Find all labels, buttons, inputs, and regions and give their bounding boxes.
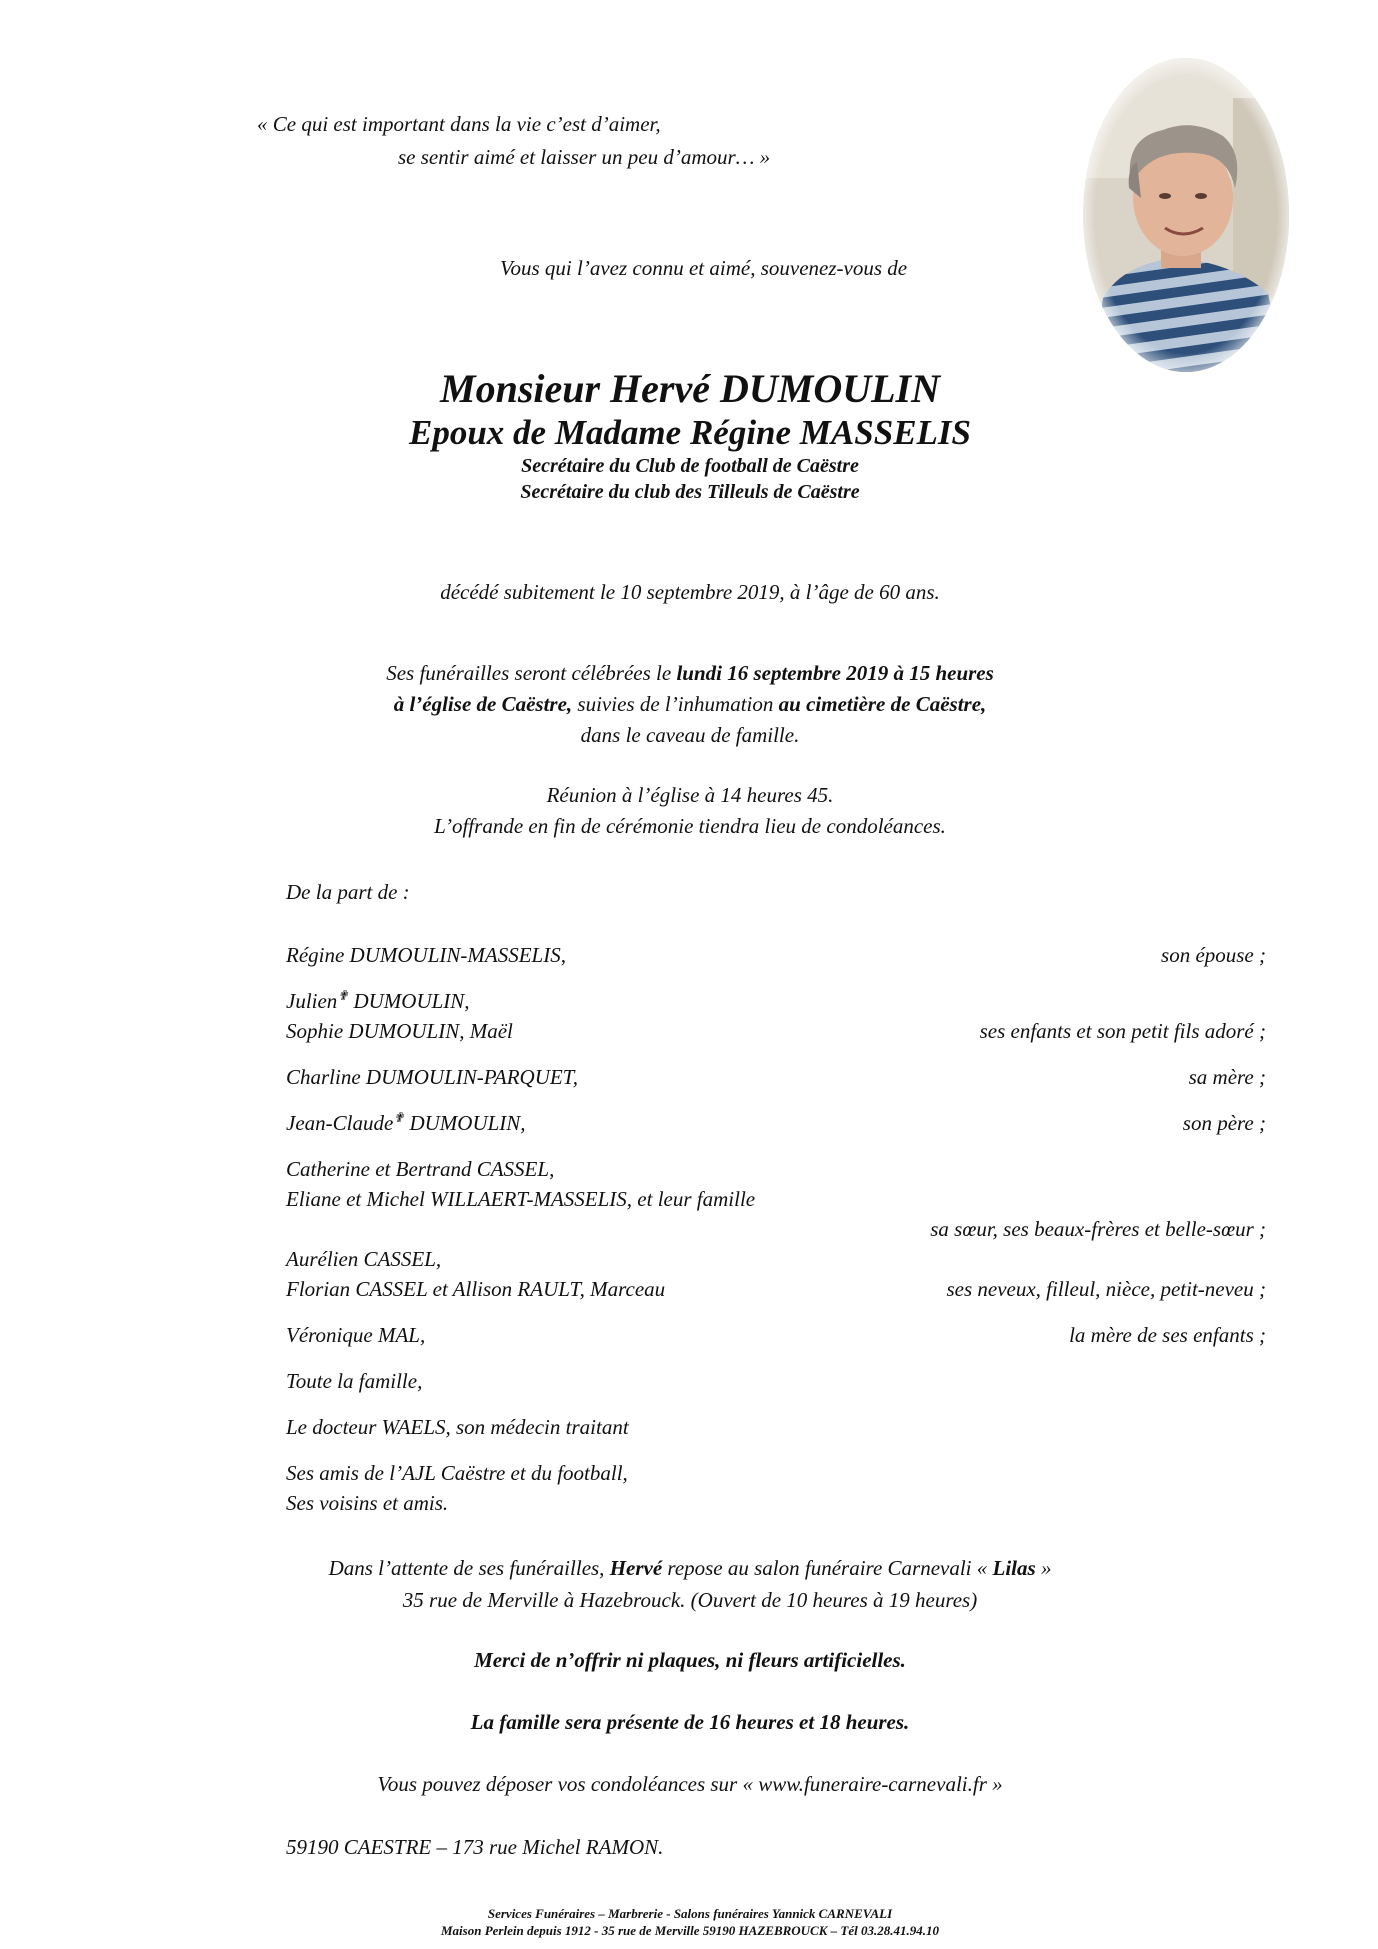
- family-name: Véronique MAL,: [286, 1323, 426, 1347]
- cross-icon: ✟: [337, 988, 349, 1003]
- family-relation: la mère de ses enfants ;: [1069, 1323, 1266, 1347]
- repose-name: Hervé: [609, 1556, 663, 1580]
- deceased-name: Monsieur Hervé DUMOULIN: [440, 366, 940, 411]
- deceased-block: [300, 368, 1080, 505]
- list-item: [286, 1412, 1266, 1442]
- family-name: Julien✟ DUMOULIN,: [286, 988, 470, 1013]
- list-item: [286, 1154, 1266, 1244]
- family-relation: son épouse ;: [1161, 943, 1266, 967]
- family-name: Sophie DUMOULIN, Maël: [286, 1019, 513, 1043]
- condolences-notice: Vous pouvez déposer vos condoléances sur « www.funeraire-carnevali.fr »: [377, 1772, 1003, 1796]
- family-name: Eliane et Michel WILLAERT-MASSELIS, et leur famille: [286, 1187, 756, 1211]
- family-name: Ses amis de l’AJL Caëstre et du football,: [286, 1461, 628, 1485]
- reunion-line-2: L’offrande en fin de cérémonie tiendra lieu de condoléances.: [434, 814, 946, 838]
- family-relation: son père ;: [1182, 1111, 1266, 1135]
- family-name: Le docteur WAELS, son médecin traitant: [286, 1415, 629, 1439]
- family-name: Toute la famille,: [286, 1369, 423, 1393]
- role-line-1: Secrétaire du Club de football de Caëstre: [521, 454, 859, 477]
- family-name: Jean-Claude✟ DUMOULIN,: [286, 1110, 526, 1135]
- presence-notice: La famille sera présente de 16 heures et 18 heures.: [470, 1710, 910, 1734]
- reunion-paragraph: [300, 780, 1080, 842]
- quote-line-2: se sentir aimé et laisser un peu d’amour… »: [398, 145, 771, 169]
- funeral-paragraph: [250, 658, 1130, 751]
- funeral-church: à l’église de Caëstre,: [393, 692, 573, 716]
- repose-address: 35 rue de Merville à Hazebrouck. (Ouvert de 10 heures à 19 heures): [402, 1588, 978, 1612]
- footer-line-2: Maison Perlein depuis 1912 - 35 rue de Merville 59190 HAZEBROUCK – Tél 03.28.41.94.10: [441, 1923, 939, 1938]
- family-name: Régine DUMOULIN-MASSELIS,: [286, 943, 566, 967]
- family-relation: ses enfants et son petit fils adoré ;: [979, 1019, 1266, 1043]
- list-item: [286, 1458, 1266, 1518]
- reunion-line-1: Réunion à l’église à 14 heures 45.: [546, 783, 834, 807]
- list-item: [286, 1062, 1266, 1092]
- funeral-text-3: dans le caveau de famille.: [580, 723, 800, 747]
- funeral-text-2: suivies de l’inhumation: [572, 692, 779, 716]
- list-item: [286, 1108, 1266, 1138]
- family-relation: sa sœur, ses beaux-frères et belle-sœur ;: [930, 1217, 1266, 1241]
- home-address: 59190 CAESTRE – 173 rue Michel RAMON.: [286, 1835, 664, 1859]
- spouse-line: Epoux de Madame Régine MASSELIS: [408, 413, 972, 452]
- quote-line-1: « Ce qui est important dans la vie c’est d’aimer,: [257, 112, 661, 136]
- death-notice: décédé subitement le 10 septembre 2019, à l’âge de 60 ans.: [440, 580, 940, 604]
- family-name: Florian CASSEL et Allison RAULT, Marceau: [286, 1277, 666, 1301]
- flowers-notice: Merci de n’offrir ni plaques, ni fleurs artificielles.: [474, 1648, 906, 1672]
- portrait-photo: [1083, 58, 1289, 372]
- intro-text: Vous qui l’avez connu et aimé, souvenez-vous de: [500, 256, 908, 280]
- from-label: De la part de :: [286, 880, 410, 904]
- list-item: [286, 986, 1266, 1046]
- footer: [300, 1905, 1080, 1939]
- family-name: Ses voisins et amis.: [286, 1491, 449, 1515]
- list-item: [286, 1320, 1266, 1350]
- funeral-text-1: Ses funérailles seront célébrées le: [386, 661, 677, 685]
- family-list: [286, 940, 1266, 1534]
- family-relation: ses neveux, filleul, nièce, petit-neveu ;: [946, 1277, 1266, 1301]
- footer-line-1: Services Funéraires – Marbrerie - Salons funéraires Yannick CARNEVALI: [487, 1906, 893, 1921]
- family-name: Catherine et Bertrand CASSEL,: [286, 1157, 555, 1181]
- family-relation: sa mère ;: [1188, 1065, 1266, 1089]
- list-item: [286, 1244, 1266, 1304]
- family-name: Charline DUMOULIN-PARQUET,: [286, 1065, 579, 1089]
- list-item: [286, 1366, 1266, 1396]
- funeral-date: lundi 16 septembre 2019 à 15 heures: [676, 661, 994, 685]
- repose-salon: Lilas: [992, 1556, 1036, 1580]
- list-item: [286, 940, 1266, 970]
- repose-paragraph: Dans l’attente de ses funérailles, Hervé repose au salon funéraire Carnevali « Lilas » 35 rue de Merville à Hazebrouck. (Ouvert de 10 heures à 19 heures): [250, 1552, 1130, 1616]
- role-line-2: Secrétaire du club des Tilleuls de Caëstre: [520, 480, 860, 503]
- family-name: Aurélien CASSEL,: [286, 1247, 442, 1271]
- cross-icon: ✟: [393, 1110, 405, 1125]
- funeral-cemetery: au cimetière de Caëstre,: [778, 692, 987, 716]
